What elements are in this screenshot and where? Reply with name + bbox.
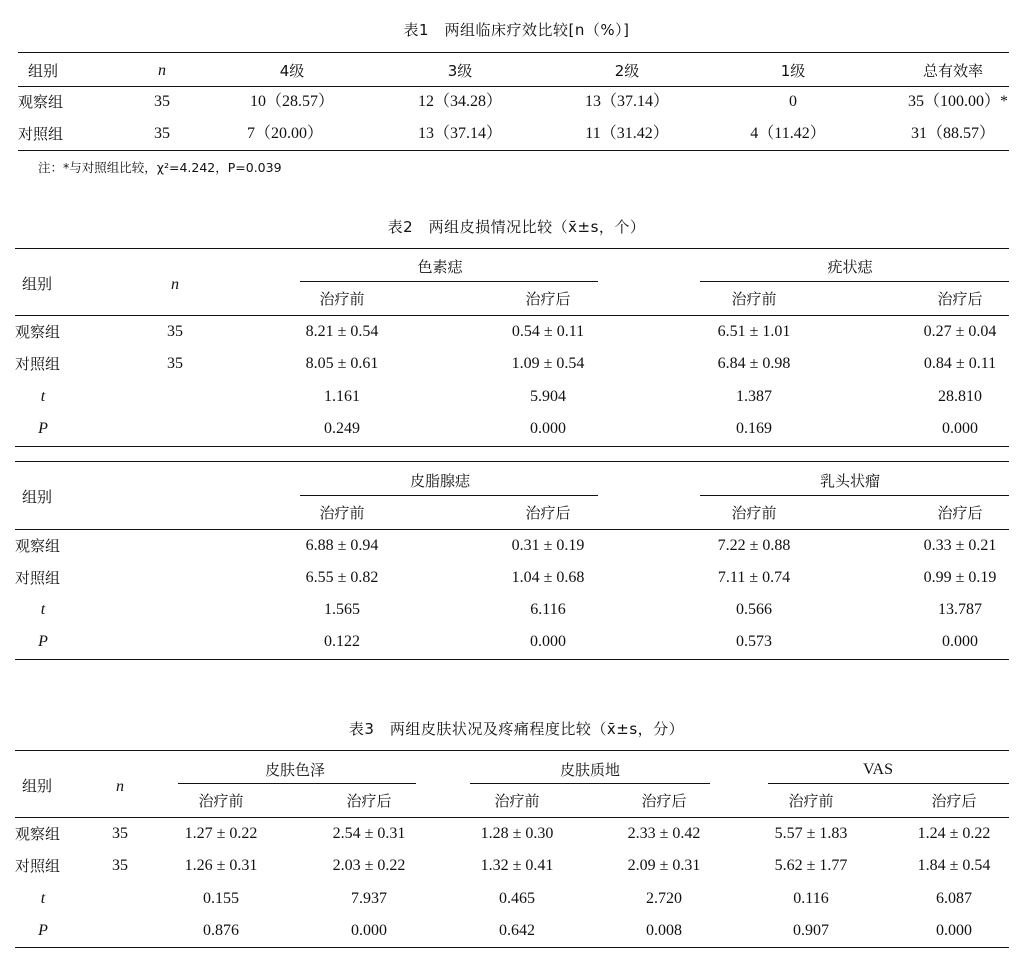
- table2-cell: 0.31 ± 0.19: [511, 537, 585, 554]
- table2-block2-span-rule-b: [700, 495, 1009, 496]
- table3-cell: 7.937: [351, 890, 387, 907]
- table2-sub-before: 治疗前: [319, 290, 365, 308]
- table3-cell: 2.54 ± 0.31: [332, 825, 406, 842]
- table2-row-label: t: [40, 601, 46, 618]
- table2-cell-n: 35: [167, 355, 183, 372]
- table1-cell-grade2: 11（31.42）: [585, 125, 669, 142]
- table2-cell: 0.99 ± 0.19: [923, 569, 997, 586]
- table2-row-label: t: [40, 388, 46, 405]
- table3-cell: 0.876: [203, 922, 239, 939]
- table2-sub-after: 治疗后: [937, 290, 983, 308]
- table1-row-label: 观察组: [18, 93, 64, 111]
- table3-cell: 0.008: [646, 922, 682, 939]
- table2-cell: 13.787: [938, 601, 982, 618]
- table3-span-rule-c: [768, 783, 1009, 784]
- table2-header-col-b: 疣状痣: [827, 258, 873, 276]
- table3-cell: 0.116: [793, 890, 829, 907]
- table3-header-col-a: 皮肤色泽: [264, 761, 326, 779]
- table3-sub-before: 治疗前: [198, 792, 244, 810]
- table2-block2-header-group: 组别: [22, 488, 53, 506]
- table3-row-label: t: [40, 890, 46, 907]
- table2-block2-header-col-b: 乳头状瘤: [819, 472, 881, 490]
- table3-header-col-b: 皮肤质地: [559, 761, 621, 779]
- table3-cell: 1.32 ± 0.41: [480, 857, 554, 874]
- table1-cell-grade4: 7（20.00）: [246, 125, 324, 142]
- table3-cell: 0.155: [203, 890, 239, 907]
- table2-block2-sub-before: 治疗前: [319, 504, 365, 522]
- table3-sub-after: 治疗后: [641, 792, 687, 810]
- table3-cell: 2.03 ± 0.22: [332, 857, 406, 874]
- table1-header-grade1: 1级: [780, 62, 806, 80]
- table3-row-label: 对照组: [15, 857, 61, 875]
- table2-cell: 1.387: [736, 388, 772, 405]
- table3-caption: 表3 两组皮肤状况及疼痛程度比较（x̄±s，分）: [348, 720, 685, 738]
- table2-cell-n: 35: [167, 323, 183, 340]
- table3-cell: 0.000: [936, 922, 972, 939]
- table2-cell: 7.22 ± 0.88: [717, 537, 791, 554]
- table1-cell-grade1: 0: [789, 93, 797, 110]
- table2-cell: 1.161: [324, 388, 360, 405]
- table1-caption: 表1 两组临床疗效比较[n（%）]: [403, 21, 630, 39]
- table3-cell-n: 35: [112, 825, 128, 842]
- table3-cell: 0.465: [499, 890, 535, 907]
- table2-cell: 6.88 ± 0.94: [305, 537, 379, 554]
- table3-cell: 1.84 ± 0.54: [917, 857, 991, 874]
- table2-mid-rule: [15, 446, 1009, 447]
- table1-cell-total: 35（100.00）*: [907, 93, 1009, 110]
- table1-cell-grade3: 13（37.14）: [417, 125, 503, 142]
- table3-cell: 2.720: [646, 890, 682, 907]
- table2-cell: 0.000: [942, 420, 978, 437]
- table2-block2-header-col-a: 皮脂腺痣: [409, 472, 471, 490]
- table3-sub-after: 治疗后: [931, 792, 977, 810]
- table3-cell: 6.087: [936, 890, 972, 907]
- table2-cell: 0.000: [530, 633, 566, 650]
- table3-header-rule: [15, 817, 1009, 818]
- table1-cell-n: 35: [154, 125, 170, 142]
- table3-cell: 1.24 ± 0.22: [917, 825, 991, 842]
- table2-block2-top-rule: [15, 461, 1009, 462]
- table2-cell: 8.21 ± 0.54: [305, 323, 379, 340]
- table1-cell-n: 35: [154, 93, 170, 110]
- table2-block2-span-rule-a: [300, 495, 598, 496]
- table3-cell: 2.33 ± 0.42: [627, 825, 701, 842]
- table2-span-rule-b: [700, 281, 1009, 282]
- table1-cell-grade4: 10（28.57）: [249, 93, 335, 110]
- table3-header-n: n: [116, 778, 124, 795]
- table2-caption: 表2 两组皮损情况比较（x̄±s，个）: [387, 218, 646, 236]
- table3-row-label: P: [38, 922, 48, 939]
- table3-cell: 0.642: [499, 922, 535, 939]
- table3-cell: 2.09 ± 0.31: [627, 857, 701, 874]
- table3-cell: 0.000: [351, 922, 387, 939]
- table2-top-rule: [15, 248, 1009, 249]
- table2-sub-before: 治疗前: [731, 290, 777, 308]
- table2-cell: 6.116: [530, 601, 566, 618]
- table3-cell: 1.28 ± 0.30: [480, 825, 554, 842]
- table2-row-label: 观察组: [15, 323, 61, 341]
- table2-cell: 0.84 ± 0.11: [923, 355, 997, 372]
- table3-bottom-rule: [15, 947, 1009, 948]
- table1-row-label: 对照组: [18, 125, 64, 143]
- table2-cell: 0.573: [736, 633, 772, 650]
- table3-cell: 1.26 ± 0.31: [184, 857, 258, 874]
- table2-cell: 0.249: [324, 420, 360, 437]
- table2-header-n: n: [171, 276, 179, 293]
- table2-header-group: 组别: [22, 275, 53, 293]
- table3-header-group: 组别: [22, 777, 53, 795]
- table2-block2-sub-after: 治疗后: [525, 504, 571, 522]
- table2-cell: 1.04 ± 0.68: [511, 569, 585, 586]
- table1-cell-grade2: 13（37.14）: [584, 93, 670, 110]
- table2-cell: 0.122: [324, 633, 360, 650]
- table2-span-rule-a: [300, 281, 598, 282]
- table1-header-grade4: 4级: [279, 62, 305, 80]
- table2-row-label: 对照组: [15, 355, 61, 373]
- table1-cell-grade3: 12（34.28）: [417, 93, 503, 110]
- table1-cell-total: 31（88.57）: [910, 125, 996, 142]
- table3-sub-before: 治疗前: [788, 792, 834, 810]
- table2-bottom-rule: [15, 659, 1009, 660]
- table2-cell: 0.33 ± 0.21: [923, 537, 997, 554]
- table2-cell: 0.54 ± 0.11: [511, 323, 585, 340]
- table2-cell: 5.904: [530, 388, 566, 405]
- table1-header-rule: [18, 86, 1009, 87]
- table1-header-grade2: 2级: [614, 62, 640, 80]
- table2-row-label: 对照组: [15, 569, 61, 587]
- table2-cell: 0.000: [942, 633, 978, 650]
- table2-cell: 6.84 ± 0.98: [717, 355, 791, 372]
- table2-row-label: P: [38, 633, 48, 650]
- table2-cell: 1.565: [324, 601, 360, 618]
- table2-block2-header-rule: [15, 529, 1009, 530]
- table3-header-col-c: VAS: [863, 761, 893, 778]
- table1-bottom-rule: [18, 150, 1009, 151]
- table3-cell: 1.27 ± 0.22: [184, 825, 258, 842]
- table3-span-rule-a: [178, 783, 416, 784]
- table1-note: 注：*与对照组比较，χ²=4.242，P=0.039: [38, 160, 282, 175]
- table2-header-col-a: 色素痣: [417, 258, 463, 276]
- table3-cell: 5.62 ± 1.77: [774, 857, 848, 874]
- table2-cell: 1.09 ± 0.54: [511, 355, 585, 372]
- table3-cell: 0.907: [793, 922, 829, 939]
- table2-cell: 0.000: [530, 420, 566, 437]
- table1-top-rule: [18, 52, 1009, 53]
- table2-cell: 0.169: [736, 420, 772, 437]
- table1-header-group: 组别: [28, 62, 59, 80]
- table1-header-total: 总有效率: [922, 62, 984, 80]
- table2-cell: 0.27 ± 0.04: [923, 323, 997, 340]
- table2-block2-sub-after: 治疗后: [937, 504, 983, 522]
- table2-block2-sub-before: 治疗前: [731, 504, 777, 522]
- table3-sub-after: 治疗后: [346, 792, 392, 810]
- table3-cell: 5.57 ± 1.83: [774, 825, 848, 842]
- table3-row-label: 观察组: [15, 825, 61, 843]
- table1-header-grade3: 3级: [447, 62, 473, 80]
- table2-cell: 7.11 ± 0.74: [717, 569, 791, 586]
- table2-cell: 28.810: [938, 388, 982, 405]
- table2-sub-after: 治疗后: [525, 290, 571, 308]
- table2-row-label: P: [38, 420, 48, 437]
- table2-cell: 6.55 ± 0.82: [305, 569, 379, 586]
- table1-cell-grade1: 4（11.42）: [750, 125, 826, 142]
- table3-span-rule-b: [470, 783, 710, 784]
- table2-cell: 8.05 ± 0.61: [305, 355, 379, 372]
- table2-cell: 6.51 ± 1.01: [717, 323, 791, 340]
- table2-cell: 0.566: [736, 601, 772, 618]
- table3-cell-n: 35: [112, 857, 128, 874]
- table1-header-n: n: [158, 62, 166, 79]
- table2-row-label: 观察组: [15, 537, 61, 555]
- table3-top-rule: [15, 750, 1009, 751]
- table3-sub-before: 治疗前: [494, 792, 540, 810]
- table2-header-rule: [15, 315, 1009, 316]
